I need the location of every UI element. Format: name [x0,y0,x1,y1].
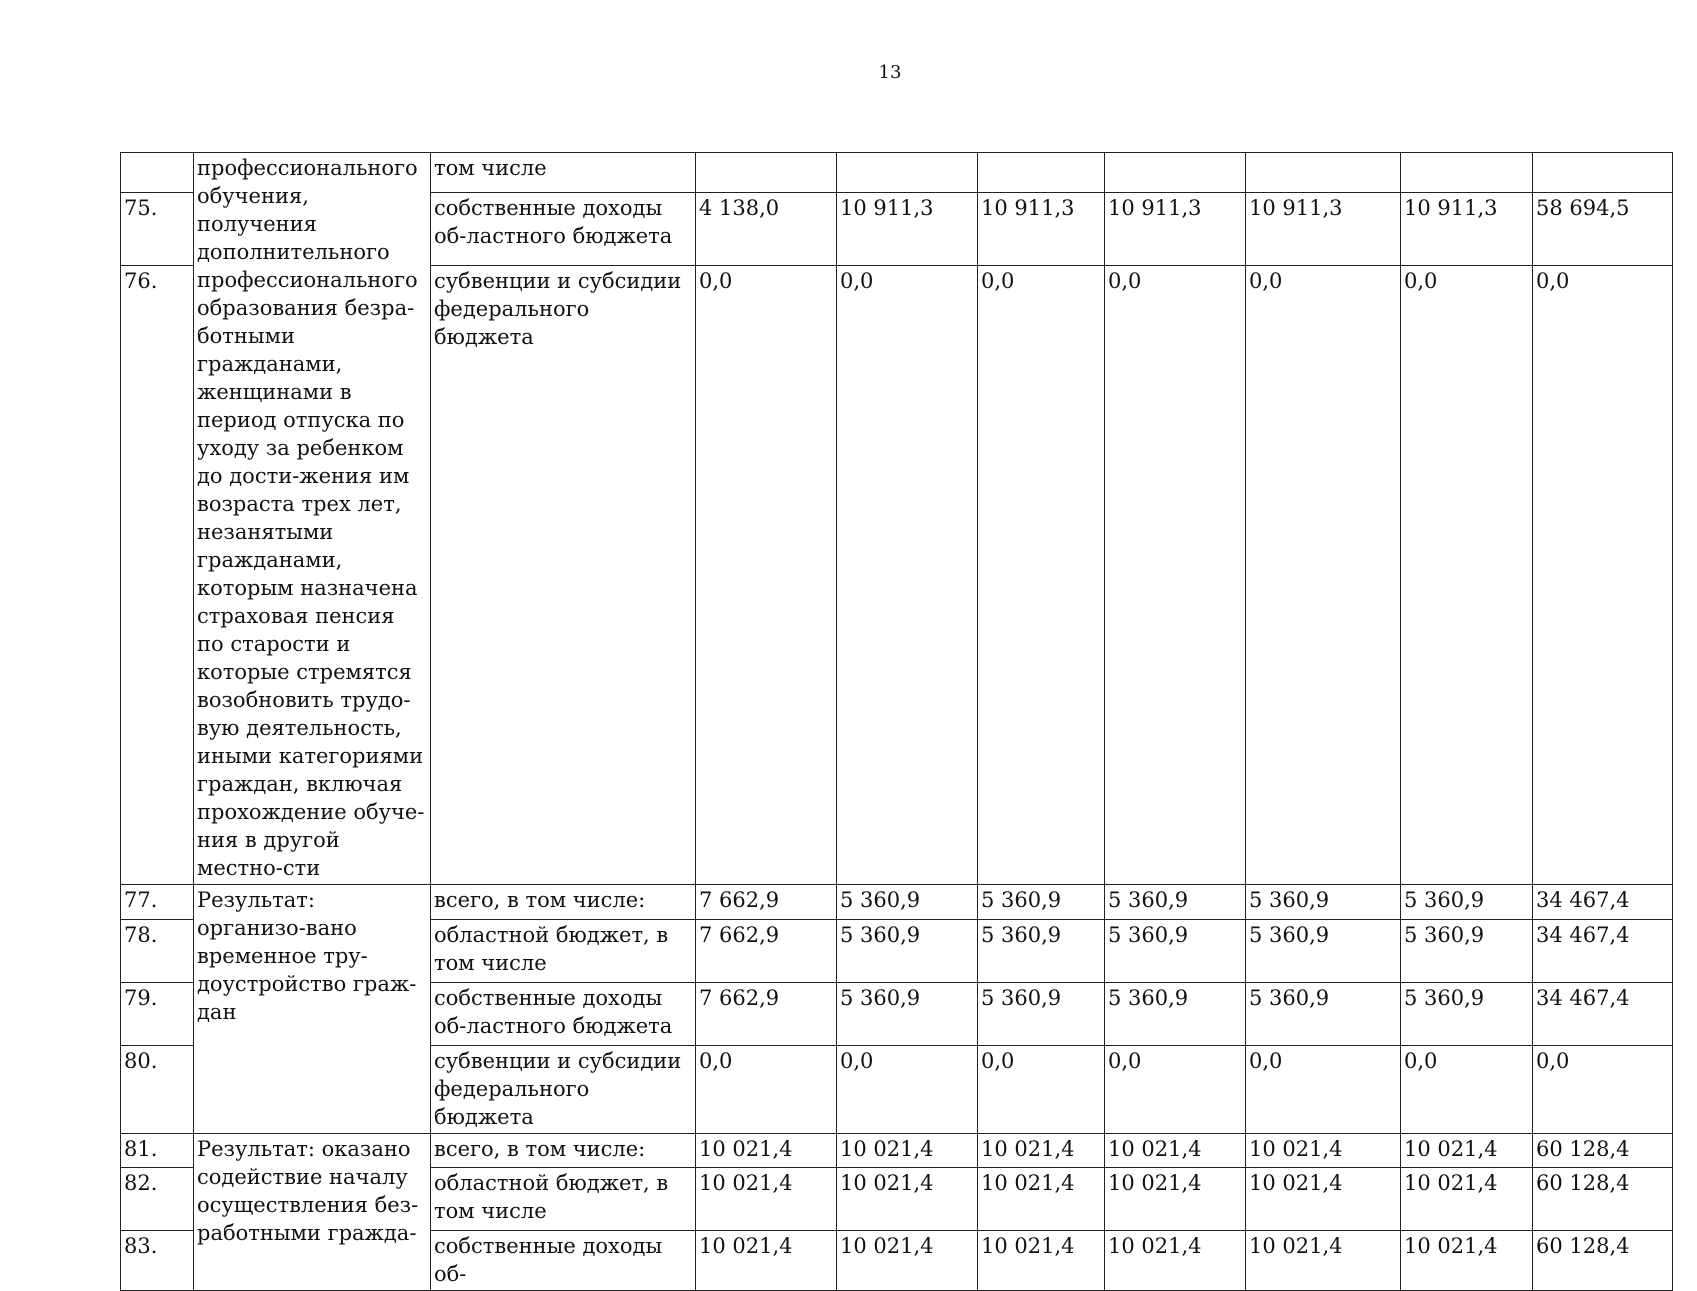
total-cell: 58 694,5 [1533,192,1673,266]
row-number: 77. [121,885,194,920]
value-cell: 10 911,3 [978,192,1105,266]
value-cell: 0,0 [1246,1046,1401,1134]
table-row [121,1134,1673,1168]
value-cell: 10 021,4 [1401,1168,1533,1231]
value-cell: 5 360,9 [978,983,1105,1046]
funding-source-cell: том числе [431,153,696,193]
value-cell: 10 911,3 [837,192,978,266]
value-cell: 10 021,4 [978,1168,1105,1231]
total-cell [1533,153,1673,193]
value-cell: 5 360,9 [1246,920,1401,983]
funding-source-cell: субвенции и субсидии федерального бюджета [431,266,696,885]
budget-table [120,152,1673,1291]
value-cell: 10 021,4 [837,1231,978,1291]
table-row [121,153,1673,193]
value-cell: 10 021,4 [837,1134,978,1168]
value-cell: 10 021,4 [696,1231,837,1291]
page-number: 13 [878,62,902,83]
total-cell: 34 467,4 [1533,885,1673,920]
row-description: Результат: оказано содействие началу осуществления без-работными гражда- [194,1134,431,1291]
value-cell: 5 360,9 [1105,885,1246,920]
value-cell [1105,153,1246,193]
row-number: 79. [121,983,194,1046]
total-cell: 34 467,4 [1533,920,1673,983]
funding-source-cell: собственные доходы об-ластного бюджета [431,192,696,266]
row-number: 76. [121,266,194,885]
value-cell: 0,0 [1246,266,1401,885]
value-cell: 10 911,3 [1246,192,1401,266]
value-cell: 5 360,9 [837,983,978,1046]
value-cell: 5 360,9 [1401,920,1533,983]
value-cell: 10 021,4 [1246,1134,1401,1168]
value-cell: 0,0 [837,266,978,885]
total-cell: 60 128,4 [1533,1168,1673,1231]
funding-source-cell: всего, в том числе: [431,885,696,920]
value-cell: 0,0 [1105,266,1246,885]
value-cell [1401,153,1533,193]
table-row [121,885,1673,920]
value-cell: 5 360,9 [978,920,1105,983]
row-number: 83. [121,1231,194,1291]
row-number: 78. [121,920,194,983]
value-cell: 4 138,0 [696,192,837,266]
value-cell: 10 021,4 [1105,1231,1246,1291]
value-cell: 10 021,4 [837,1168,978,1231]
value-cell: 10 021,4 [1401,1231,1533,1291]
value-cell: 0,0 [837,1046,978,1134]
total-cell: 0,0 [1533,1046,1673,1134]
total-cell: 0,0 [1533,266,1673,885]
value-cell: 7 662,9 [696,920,837,983]
value-cell: 10 021,4 [978,1134,1105,1168]
row-number: 80. [121,1046,194,1134]
funding-source-cell: субвенции и субсидии федерального бюджета [431,1046,696,1134]
row-number: 81. [121,1134,194,1168]
value-cell: 7 662,9 [696,885,837,920]
row-number [121,153,194,193]
row-number: 82. [121,1168,194,1231]
value-cell: 10 021,4 [1246,1168,1401,1231]
funding-source-cell: всего, в том числе: [431,1134,696,1168]
total-cell: 34 467,4 [1533,983,1673,1046]
row-number: 75. [121,192,194,266]
value-cell: 0,0 [1105,1046,1246,1134]
value-cell [1246,153,1401,193]
value-cell: 0,0 [978,266,1105,885]
value-cell: 7 662,9 [696,983,837,1046]
value-cell: 5 360,9 [837,885,978,920]
value-cell: 5 360,9 [1105,983,1246,1046]
funding-source-cell: областной бюджет, в том числе [431,920,696,983]
row-description: профессионального обучения, получения дополнительного профессионального образования безра-ботными гражданами, женщинами в период отпуска по уходу за ребенком до дости-жения им возраста трех лет, незанятыми гражданами, которым назначена страховая пенсия по старости и которые стремятся возобновить трудо-вую деятельность, иными категориями граждан, включая прохождение обуче-ния в другой местно-сти [194,153,431,885]
total-cell: 60 128,4 [1533,1134,1673,1168]
row-description: Результат: организо-вано временное тру-доустройство граж-дан [194,885,431,1134]
value-cell: 5 360,9 [1401,885,1533,920]
value-cell: 0,0 [978,1046,1105,1134]
funding-source-cell: областной бюджет, в том числе [431,1168,696,1231]
value-cell [978,153,1105,193]
value-cell: 5 360,9 [978,885,1105,920]
value-cell: 5 360,9 [1401,983,1533,1046]
value-cell: 10 021,4 [1105,1168,1246,1231]
value-cell: 10 021,4 [1401,1134,1533,1168]
value-cell: 10 021,4 [696,1168,837,1231]
funding-source-cell: собственные доходы об-ластного бюджета [431,983,696,1046]
value-cell: 10 021,4 [1105,1134,1246,1168]
value-cell: 10 021,4 [696,1134,837,1168]
total-cell: 60 128,4 [1533,1231,1673,1291]
value-cell: 5 360,9 [1246,983,1401,1046]
value-cell [837,153,978,193]
value-cell: 5 360,9 [1105,920,1246,983]
value-cell: 0,0 [696,266,837,885]
value-cell: 5 360,9 [1246,885,1401,920]
value-cell: 10 911,3 [1105,192,1246,266]
value-cell: 10 911,3 [1401,192,1533,266]
funding-source-cell: собственные доходы об- [431,1231,696,1291]
value-cell: 5 360,9 [837,920,978,983]
value-cell: 10 021,4 [978,1231,1105,1291]
value-cell: 0,0 [1401,266,1533,885]
value-cell: 10 021,4 [1246,1231,1401,1291]
value-cell: 0,0 [696,1046,837,1134]
value-cell: 0,0 [1401,1046,1533,1134]
value-cell [696,153,837,193]
